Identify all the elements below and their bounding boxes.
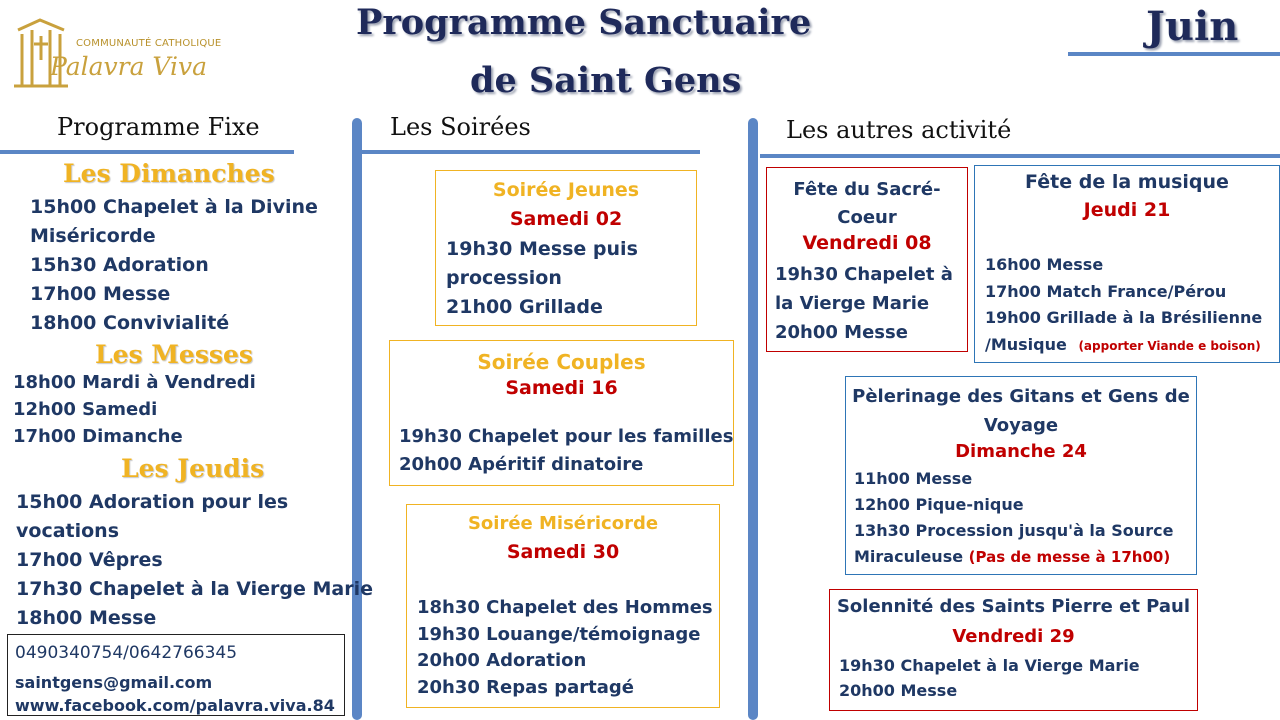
contact-email: saintgens@gmail.com xyxy=(15,673,213,692)
box-note: (apporter Viande e boison) xyxy=(1078,338,1261,353)
box-lines xyxy=(985,252,1262,359)
messes-list xyxy=(13,369,256,450)
box-title: Soirée Couples xyxy=(477,350,646,374)
pelerinage-box xyxy=(845,376,1197,575)
box-date: Dimanche 24 xyxy=(955,441,1087,462)
jeudis-heading: Les Jeudis xyxy=(121,454,265,483)
box-line: 18h30 Chapelet des Hommes xyxy=(417,597,713,618)
box-date: Samedi 16 xyxy=(505,377,618,399)
box-date: Samedi 02 xyxy=(509,208,623,230)
box-lines xyxy=(839,653,1140,703)
box-line: 19h30 Chapelet à xyxy=(775,264,953,285)
box-line-text: Miraculeuse xyxy=(854,547,969,566)
box-lines xyxy=(775,260,953,347)
list-item: 18h00 Convivialité xyxy=(30,312,230,334)
box-line: 19h30 Messe puis xyxy=(446,238,638,260)
list-item: 15h00 Chapelet à la Divine xyxy=(30,196,318,218)
month-label: Juin xyxy=(1146,3,1239,50)
box-line xyxy=(854,544,1173,570)
box-date: Vendredi 29 xyxy=(952,626,1075,647)
box-title xyxy=(767,176,967,232)
box-line: 19h30 Louange/témoignage xyxy=(417,623,701,645)
fete-musique-box xyxy=(974,165,1280,363)
box-line xyxy=(985,332,1262,360)
box-note: (Pas de messe à 17h00) xyxy=(968,548,1171,566)
box-title-line: Fête du Sacré- xyxy=(793,179,941,200)
contact-box xyxy=(7,634,345,716)
box-line: 19h30 Chapelet à la Vierge Marie xyxy=(839,656,1140,675)
list-item: 15h30 Adoration xyxy=(30,254,209,276)
list-item: 17h00 Messe xyxy=(30,283,171,305)
list-item: 18h00 Mardi à Vendredi xyxy=(13,372,256,393)
month-underline xyxy=(1068,52,1280,56)
box-title-line: Coeur xyxy=(837,207,897,228)
contact-phone: 0490340754/0642766345 xyxy=(15,643,238,663)
section-heading-programme-fixe: Programme Fixe xyxy=(57,113,260,141)
logo-subtitle: COMMUNAUTÉ CATHOLIQUE xyxy=(76,38,222,49)
box-line: procession xyxy=(446,267,562,289)
box-line: 20h00 Adoration xyxy=(417,650,587,671)
box-line: 11h00 Messe xyxy=(854,469,973,488)
box-title xyxy=(846,382,1196,440)
soiree-misericorde-box xyxy=(406,504,720,708)
box-date: Jeudi 21 xyxy=(1083,199,1171,221)
sacre-coeur-box xyxy=(766,167,968,352)
box-line: la Vierge Marie xyxy=(775,293,930,314)
section-underline xyxy=(0,150,294,154)
box-line: 19h00 Grillade à la Brésilienne xyxy=(985,308,1263,327)
list-item: 17h00 Dimanche xyxy=(13,426,183,447)
box-title-line: Pèlerinage des Gitans et Gens de xyxy=(852,386,1190,407)
logo-name: Palavra Viva xyxy=(50,52,208,81)
box-lines xyxy=(399,423,733,479)
list-item: vocations xyxy=(16,520,120,542)
section-underline xyxy=(760,154,1280,158)
box-line: 12h00 Pique-nique xyxy=(854,495,1024,514)
box-line: 21h00 Grillade xyxy=(446,296,603,318)
box-line: 17h00 Match France/Pérou xyxy=(985,281,1227,301)
list-item: 17h00 Vêpres xyxy=(16,549,163,571)
section-heading-soirees: Les Soirées xyxy=(390,113,531,141)
box-line: 20h30 Repas partagé xyxy=(417,676,635,698)
box-title: Fête de la musique xyxy=(1025,171,1229,193)
box-lines xyxy=(854,466,1173,570)
contact-facebook: www.facebook.com/palavra.viva.84 xyxy=(15,696,335,715)
section-underline xyxy=(362,150,700,154)
box-line: 19h30 Chapelet pour les familles xyxy=(399,426,734,447)
box-lines xyxy=(417,595,713,701)
box-lines xyxy=(446,235,638,322)
soiree-jeunes-box xyxy=(435,170,697,326)
soiree-couples-box xyxy=(389,340,734,486)
list-item: 12h00 Samedi xyxy=(13,399,158,420)
box-title: Soirée Jeunes xyxy=(492,179,640,201)
community-logo xyxy=(8,12,222,92)
box-line: 13h30 Procession jusqu'à la Source xyxy=(854,521,1174,540)
box-line: 16h00 Messe xyxy=(985,255,1104,274)
section-heading-autres: Les autres activité xyxy=(786,116,1012,144)
box-line: 20h00 Messe xyxy=(839,681,958,700)
box-line-text: /Musique xyxy=(985,334,1067,354)
page-title-line1: Programme Sanctuaire xyxy=(356,2,812,43)
list-item: 15h00 Adoration pour les xyxy=(16,491,289,513)
box-date: Samedi 30 xyxy=(506,541,620,563)
dimanches-list xyxy=(30,193,318,338)
page-title-line2: de Saint Gens xyxy=(470,60,742,101)
box-title: Soirée Miséricorde xyxy=(467,513,659,534)
box-line: 20h00 Messe xyxy=(775,322,908,343)
list-item: 18h00 Messe xyxy=(16,607,157,629)
dimanches-heading: Les Dimanches xyxy=(63,159,275,188)
box-title: Solennité des Saints Pierre et Paul xyxy=(836,596,1191,617)
saints-pierre-paul-box xyxy=(829,589,1198,711)
list-item: 17h30 Chapelet à la Vierge Marie xyxy=(16,578,374,600)
list-item: Miséricorde xyxy=(30,225,156,247)
messes-heading: Les Messes xyxy=(95,340,253,369)
box-date: Vendredi 08 xyxy=(802,232,932,254)
jeudis-list xyxy=(16,488,373,633)
column-divider-right xyxy=(748,118,758,720)
box-title-line: Voyage xyxy=(983,415,1059,436)
box-line: 20h00 Apéritif dinatoire xyxy=(399,454,644,475)
